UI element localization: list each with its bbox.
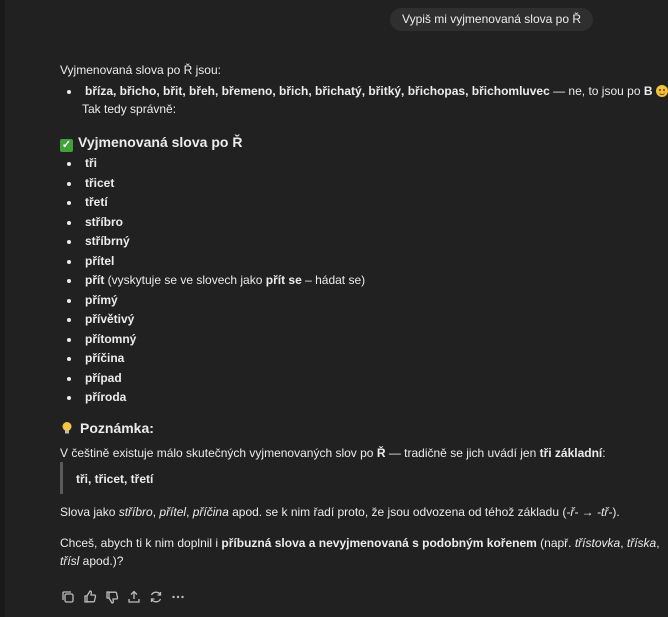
wrong-suffix: — ne, to jsou po bbox=[549, 84, 644, 98]
grin-emoji-icon bbox=[656, 85, 668, 97]
bullet-dot bbox=[67, 90, 71, 94]
share-icon[interactable] bbox=[126, 589, 142, 605]
correction-line: Tak tedy správně: bbox=[82, 102, 177, 116]
list-item: třetí bbox=[60, 194, 108, 210]
list-item: příroda bbox=[60, 389, 126, 405]
note-paragraph: V češtině existuje málo skutečných vyjmenovaných slov po Ř — tradičně se jich uvádí jen tři základní: bbox=[60, 446, 606, 460]
list-item: tři bbox=[60, 155, 97, 171]
thumbs-down-icon[interactable] bbox=[104, 589, 120, 605]
paragraph-derivation: Slova jako stříbro, přítel, příčina apod. se k nim řadí proto, že jsou odvozena od téhož základu (-ř- → -tř-). bbox=[60, 505, 620, 519]
list-item: třicet bbox=[60, 175, 114, 191]
paragraph-offer-cont: třísl apod.)? bbox=[60, 554, 124, 568]
intro-bullet bbox=[60, 83, 668, 99]
paragraph-offer: Chceš, abych ti k nim doplnil i příbuzná slova a nevyjmenovaná s podobným kořenem (např. třístovka, tříska, bbox=[60, 536, 660, 550]
list-item: přít (vyskytuje se ve slovech jako přít se – hádat se) bbox=[60, 272, 365, 288]
list-item: příčina bbox=[60, 350, 124, 366]
regenerate-icon[interactable] bbox=[148, 589, 164, 605]
list-item: přímý bbox=[60, 292, 118, 308]
user-message-bubble: Vypiš mi vyjmenovaná slova po Ř bbox=[390, 8, 593, 31]
blockquote-text: tři, třicet, třetí bbox=[76, 472, 154, 486]
list-item: stříbro bbox=[60, 214, 123, 230]
more-icon[interactable] bbox=[170, 589, 186, 605]
wrong-letter: B bbox=[643, 84, 653, 98]
list-item: případ bbox=[60, 370, 122, 386]
list-item: přítomný bbox=[60, 331, 136, 347]
list-item: přívětivý bbox=[60, 311, 134, 327]
check-icon: ✓ bbox=[61, 139, 72, 151]
copy-icon[interactable] bbox=[60, 589, 76, 605]
thumbs-up-icon[interactable] bbox=[82, 589, 98, 605]
sidebar-edge bbox=[0, 0, 5, 617]
heading-word-list: ✓ Vyjmenovaná slova po Ř bbox=[61, 134, 243, 151]
intro-line: Vyjmenovaná slova po Ř jsou: bbox=[60, 63, 221, 77]
list-item: přítel bbox=[60, 253, 114, 269]
list-item: stříbrný bbox=[60, 233, 130, 249]
heading-note: Poznámka: bbox=[60, 420, 154, 436]
wrong-words: bříza, břicho, břit, břeh, břemeno, břich, břichatý, břitký, břichopas, břichomluvec bbox=[85, 84, 550, 98]
blockquote-bar bbox=[60, 462, 63, 494]
lightbulb-icon bbox=[60, 421, 74, 435]
